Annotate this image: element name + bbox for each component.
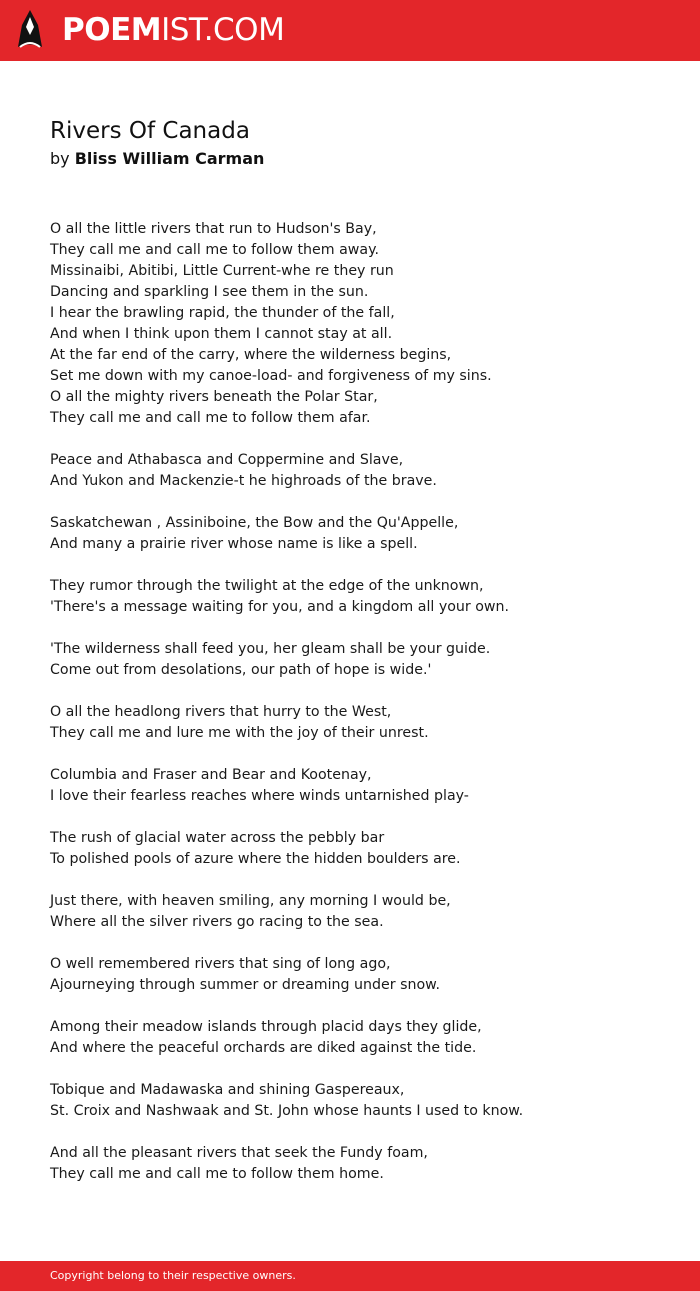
poem-line: Tobique and Madawaska and shining Gaspereaux,	[50, 1082, 405, 1098]
poem-line: O all the mighty rivers beneath the Polar Star,	[50, 389, 378, 405]
poem-line: O well remembered rivers that sing of long ago,	[50, 956, 391, 972]
poem-line: Just there, with heaven smiling, any morning I would be,	[50, 893, 451, 909]
poem-stanza	[50, 702, 670, 744]
poem-line: 'The wilderness shall feed you, her gleam shall be your guide.	[50, 641, 491, 657]
brand-bold-part: POEM	[62, 12, 162, 48]
poem-line: They call me and call me to follow them afar.	[50, 410, 371, 426]
poem-byline	[50, 148, 264, 170]
site-footer	[0, 1261, 700, 1291]
poem-stanza	[50, 1143, 670, 1185]
site-header	[0, 0, 700, 61]
poem-stanza	[50, 828, 670, 870]
quill-pen-icon[interactable]	[16, 9, 44, 51]
poem-line: Saskatchewan , Assiniboine, the Bow and the Qu'Appelle,	[50, 515, 459, 531]
poem-line: The rush of glacial water across the pebbly bar	[50, 830, 385, 846]
poem-line: And all the pleasant rivers that seek the Fundy foam,	[50, 1145, 428, 1161]
poem-line: They rumor through the twilight at the edge of the unknown,	[50, 578, 484, 594]
poem-line: O all the headlong rivers that hurry to the West,	[50, 704, 392, 720]
poem-line: And Yukon and Mackenzie-t he highroads of the brave.	[50, 473, 437, 489]
poem-stanza	[50, 450, 670, 492]
poem-line: Set me down with my canoe-load- and forgiveness of my sins.	[50, 368, 492, 384]
poem-line: I love their fearless reaches where winds untarnished play-	[50, 788, 469, 804]
poem-line: St. Croix and Nashwaak and St. John whose haunts I used to know.	[50, 1103, 524, 1119]
poem-line: Missinaibi, Abitibi, Little Current-whe re they run	[50, 263, 394, 279]
site-logo-text[interactable]	[62, 11, 284, 49]
poem-stanza	[50, 765, 670, 807]
poem-line: Where all the silver rivers go racing to the sea.	[50, 914, 384, 930]
brand-light-part: IST.COM	[161, 12, 285, 48]
poem-stanza	[50, 954, 670, 996]
poem-line: Ajourneying through summer or dreaming under snow.	[50, 977, 440, 993]
poem-stanza	[50, 513, 670, 555]
poem-stanza	[50, 1080, 670, 1122]
poem-line: Dancing and sparkling I see them in the sun.	[50, 284, 369, 300]
poem-stanza	[50, 576, 670, 618]
poem-stanza	[50, 639, 670, 681]
copyright-notice: Copyright belong to their respective owners.	[50, 1269, 296, 1282]
poem-body	[50, 219, 670, 1206]
poem-line: To polished pools of azure where the hidden boulders are.	[50, 851, 461, 867]
by-label: by	[50, 149, 70, 168]
poem-author: Bliss William Carman	[74, 149, 265, 168]
poem-line: Columbia and Fraser and Bear and Kootenay,	[50, 767, 372, 783]
poem-stanza	[50, 219, 670, 429]
poem-line: And where the peaceful orchards are diked against the tide.	[50, 1040, 477, 1056]
poem-line: O all the little rivers that run to Hudson's Bay,	[50, 221, 377, 237]
poem-line: They call me and lure me with the joy of their unrest.	[50, 725, 429, 741]
poem-stanza	[50, 891, 670, 933]
poem-line: 'There's a message waiting for you, and a kingdom all your own.	[50, 599, 510, 615]
poem-line: And when I think upon them I cannot stay at all.	[50, 326, 393, 342]
poem-title: Rivers Of Canada	[50, 118, 250, 144]
poem-line: Among their meadow islands through placid days they glide,	[50, 1019, 482, 1035]
poem-line: They call me and call me to follow them home.	[50, 1166, 384, 1182]
poem-line: Peace and Athabasca and Coppermine and Slave,	[50, 452, 404, 468]
poem-stanza	[50, 1017, 670, 1059]
poem-line: Come out from desolations, our path of hope is wide.'	[50, 662, 432, 678]
poem-line: And many a prairie river whose name is like a spell.	[50, 536, 418, 552]
poem-line: At the far end of the carry, where the wilderness begins,	[50, 347, 452, 363]
poem-line: They call me and call me to follow them away.	[50, 242, 379, 258]
poem-line: I hear the brawling rapid, the thunder of the fall,	[50, 305, 395, 321]
